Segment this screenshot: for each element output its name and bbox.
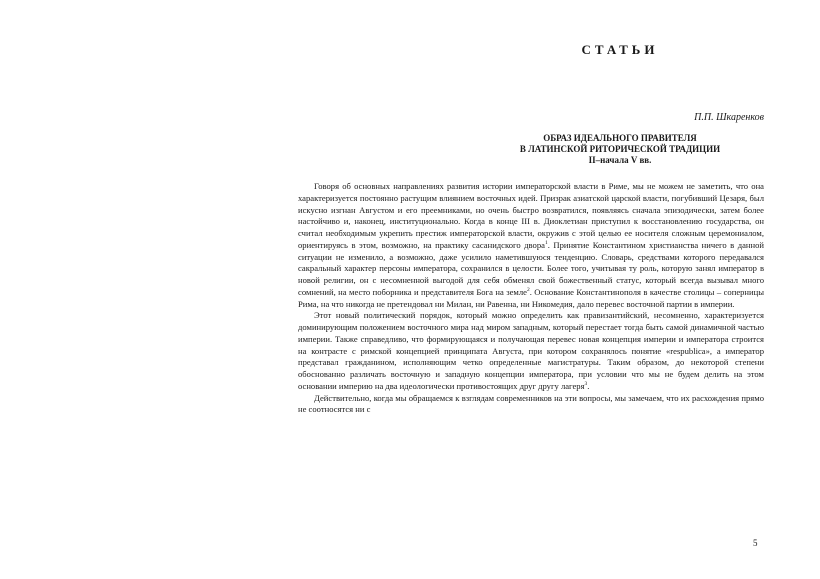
footnote-marker: 2 bbox=[526, 286, 530, 293]
paragraph-text: Этот новый политический порядок, который можно определить как правизантийский, несомненно, характеризуется доминирующим положением восточного мира над миром западным, который перестает тогда быть самой динамичной частью империи. Также справедливо, что формирующаяся и получающая перевес новая концепция империи и императора строится на контрасте с римской концепцией принципата Августа, при котором сохранялось понятие «respublica», а император представал гражданином, исполняющим четко определенные магистратуры. Таким образом, до некоторой степени обоснованно различать восточную и западную концепции императора, при условии что мы не будем делить на этом основании империю на два идеологически противостоящих друг другу лагеря bbox=[298, 310, 764, 391]
article-title bbox=[470, 133, 770, 166]
footnote-marker: 1 bbox=[544, 239, 548, 246]
paragraph-text: Говоря об основных направлениях развития истории императорской власти в Риме, мы не можем не заметить, что она характеризуется постоянно растущим влиянием восточных идей. Призрак азиатской царской власти, погубивший Цезаря, был искусно изгнан Августом и его преемниками, но очень быстро возвратился, появляясь сначала эпизодически, затем более настойчиво и, наконец, институционально. Когда в конце III в. Диоклетиан приступил к восстановлению государства, он считал необходимым укрепить престиж императорской власти, окружив с этой целью ее носителя сложным церемониалом, ориентируясь в этом, возможно, на практику сасанидского двора bbox=[298, 181, 764, 250]
body-paragraph-2 bbox=[298, 310, 764, 392]
paragraph-text: . bbox=[587, 380, 590, 391]
page-number: 5 bbox=[753, 538, 758, 548]
paragraph-text: . Основание Константинополя в качестве столицы – соперницы Рима, на что никогда не претендовал ни Милан, ни Равенна, ни Никомедия, дало перевес восточной партии в империи. bbox=[298, 286, 764, 309]
section-heading: СТАТЬИ bbox=[581, 42, 659, 57]
body-paragraph-3 bbox=[298, 393, 764, 417]
article-title-line-2: В ЛАТИНСКОЙ РИТОРИЧЕСКОЙ ТРАДИЦИИ bbox=[519, 144, 721, 154]
paragraph-text: . Принятие Константином христианства ничего в данной ситуации не изменило, а возможно, даже усилило наметившуюся тенденцию. Словарь, средствами которого передавался сакральный характер персоны императора, сохранился в целости. Более того, учитывая ту роль, которую занял император в новой религии, он с несомненной выгодой для себя обменял свой божественный статус, который всегда вызывал много сомнений, на место поборника и представителя Бога на земле bbox=[298, 239, 765, 297]
article-subtitle-period: II–начала V вв. bbox=[588, 155, 652, 165]
article-title-line-1: ОБРАЗ ИДЕАЛЬНОГО ПРАВИТЕЛЯ bbox=[543, 133, 697, 143]
article-body bbox=[298, 181, 764, 416]
author-name: П.П. Шкаренков bbox=[694, 112, 764, 123]
footnote-marker: 3 bbox=[584, 380, 588, 387]
paragraph-text: Действительно, когда мы обращаемся к взглядам современников на эти вопросы, мы замечаем, что их расхождения прямо не соотносятся ни с bbox=[298, 392, 764, 415]
body-paragraph-1 bbox=[298, 181, 764, 310]
